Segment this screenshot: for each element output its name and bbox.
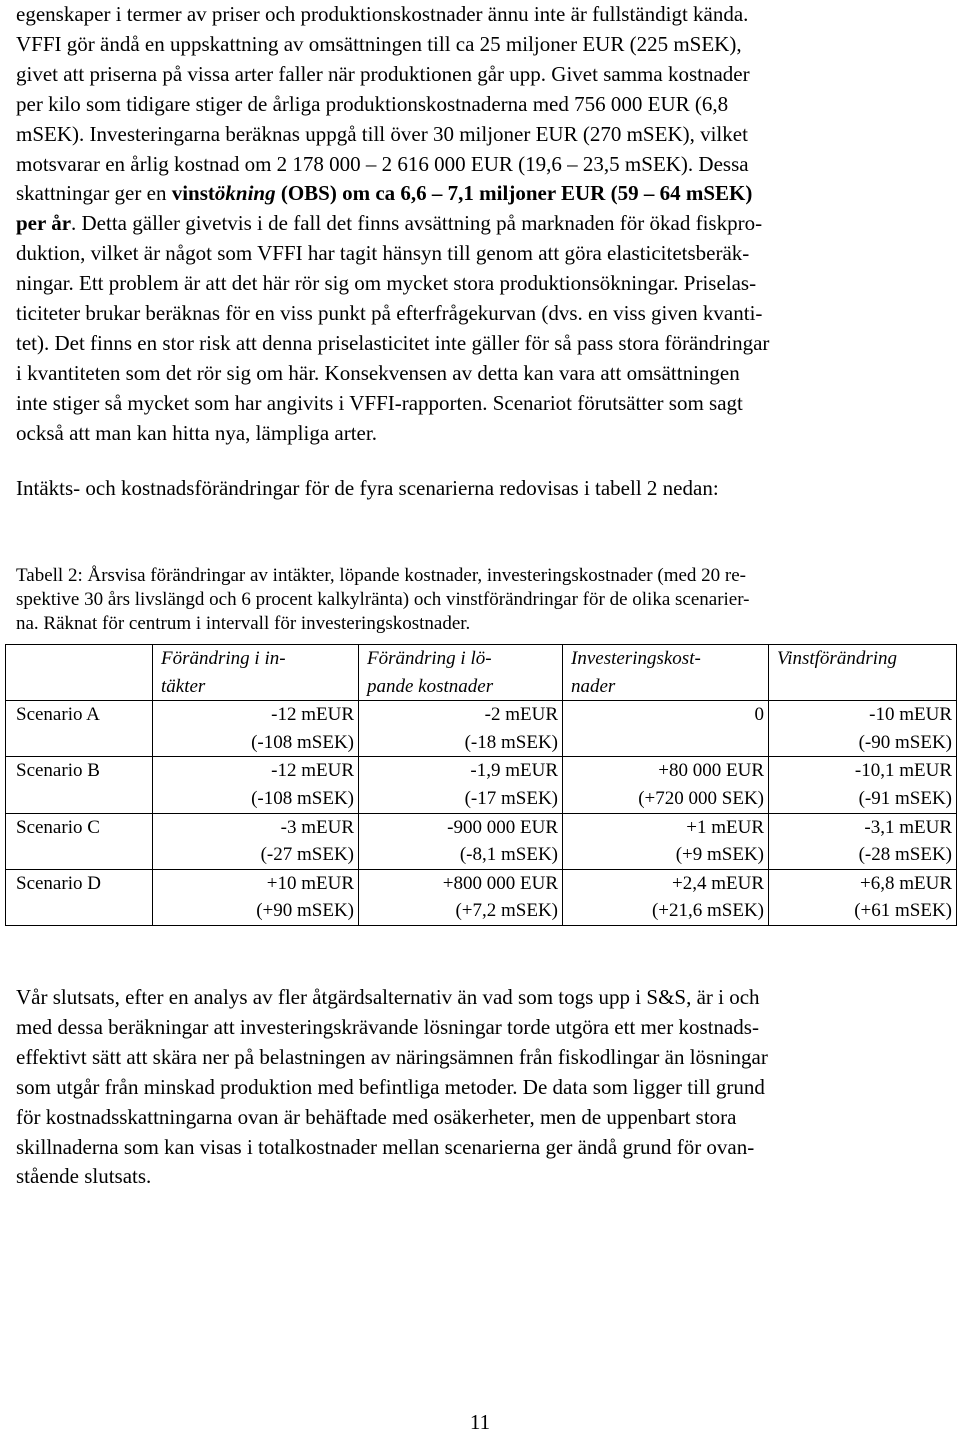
cell-value: (-8,1 mSEK)	[459, 844, 558, 866]
table-row	[6, 813, 957, 869]
row-label: Scenario D	[6, 869, 153, 925]
table-caption	[16, 564, 946, 635]
header-text: nader	[571, 675, 616, 697]
table-cell	[359, 701, 563, 757]
table-row	[6, 757, 957, 813]
header-cell-profit-change	[769, 645, 957, 701]
cell-value: (+61 mSEK)	[854, 900, 952, 922]
table-intro-text: Intäkts- och kostnadsförändringar för de fyra scenarierna redovisas i tabell 2 nedan:	[16, 476, 719, 500]
table-cell	[359, 869, 563, 925]
header-cell-empty	[6, 645, 153, 701]
row-label: Scenario B	[6, 757, 153, 813]
cell-value: (-108 mSEK)	[251, 731, 354, 753]
emphasis-part: (OBS) om ca 6,6 – 7,1 miljoner EUR (59 – 64 mSEK)	[275, 181, 753, 206]
cell-value: -900 000 EUR	[447, 816, 558, 838]
table-cell	[153, 757, 359, 813]
cell-value: -1,9 mEUR	[470, 760, 558, 782]
text-line: motsvarar en årlig kostnad om 2 178 000 – 2 616 000 EUR (19,6 – 23,5 mSEK). Dessa	[16, 151, 749, 176]
header-text: täkter	[161, 675, 206, 697]
header-text: Vinstförändring	[777, 648, 897, 669]
cell-value: (-27 mSEK)	[260, 844, 354, 866]
row-label: Scenario C	[6, 813, 153, 869]
caption-line: Tabell 2: Årsvisa förändringar av intäkter, löpande kostnader, investeringskostnader (med 20 re-	[16, 565, 746, 586]
cell-value: (-17 mSEK)	[464, 787, 558, 809]
caption-line: spektive 30 års livslängd och 6 procent kalkylränta) och vinstförändringar för de olika scenarier-	[16, 588, 750, 610]
cell-value: -10 mEUR	[869, 704, 952, 726]
text-line: som utgår från minskad produktion med befintliga metoder. De data som ligger till grund	[16, 1074, 765, 1099]
cell-value: -12 mEUR	[271, 704, 354, 726]
text-line: ningar. Ett problem är att det här rör sig om mycket stora produktionsökningar. Priselas-	[16, 271, 757, 296]
cell-value: +6,8 mEUR	[860, 872, 952, 894]
table-cell	[153, 869, 359, 925]
header-text: Investeringskost-	[571, 648, 701, 669]
text-line: per kilo som tidigare stiger de årliga produktionskostnaderna med 756 000 EUR (6,8	[16, 91, 729, 116]
text-line: ticiteter brukar beräknas för en viss punkt på efterfrågekurvan (dvs. en viss given kvanti-	[16, 301, 763, 326]
table-cell	[563, 813, 769, 869]
cell-value: (-90 mSEK)	[858, 731, 952, 753]
cell-value: 0	[754, 704, 764, 726]
text-line: duktion, vilket är något som VFFI har tagit hänsyn till genom att göra elasticitetsberäk-	[16, 241, 750, 266]
text-line: i kvantiteten som det rör sig om här. Konsekvensen av detta kan vara att omsättningen	[16, 360, 740, 385]
text-line: givet att priserna på vissa arter faller när produktionen går upp. Givet samma kostnader	[16, 61, 750, 86]
text-line: inte stiger så mycket som har angivits i VFFI-rapporten. Scenariot förutsätter som sagt	[16, 390, 743, 415]
scenario-table	[5, 644, 957, 926]
text-span: skattningar ger en	[16, 181, 172, 206]
cell-value: +2,4 mEUR	[672, 872, 764, 894]
emphasis-text: per år	[16, 211, 72, 236]
header-text: Förändring i in-	[161, 648, 286, 669]
table-cell	[153, 813, 359, 869]
paragraph-conclusion	[16, 983, 946, 1192]
table-cell	[359, 813, 563, 869]
text-line: också att man kan hitta nya, lämpliga arter.	[16, 420, 377, 445]
text-line: egenskaper i termer av priser och produktionskostnader ännu inte är fullständigt kända.	[16, 2, 749, 26]
text-line: för kostnadsskattningarna ovan är behäftade med osäkerheter, men de uppenbart stora	[16, 1104, 737, 1129]
paragraph-scenario-analysis	[16, 0, 946, 449]
cell-value: -2 mEUR	[484, 704, 558, 726]
table-cell	[769, 757, 957, 813]
cell-value: (+21,6 mSEK)	[651, 900, 764, 922]
cell-value: (+90 mSEK)	[256, 900, 354, 922]
table-header-row	[6, 645, 957, 701]
text-line	[16, 179, 946, 209]
cell-value: +800 000 EUR	[442, 872, 558, 894]
text-span: . Detta gäller givetvis i de fall det finns avsättning på marknaden för ökad fiskpro-	[71, 211, 763, 236]
table-cell	[563, 869, 769, 925]
header-cell-operating-costs	[359, 645, 563, 701]
text-line: stående slutsats.	[16, 1164, 152, 1189]
table-cell	[563, 757, 769, 813]
cell-value: (-28 mSEK)	[858, 844, 952, 866]
cell-value: -10,1 mEUR	[854, 760, 952, 782]
cell-value: (-91 mSEK)	[858, 787, 952, 809]
emphasis-italic: ökning	[214, 181, 276, 206]
table-row	[6, 701, 957, 757]
table-cell	[153, 701, 359, 757]
header-text: Förändring i lö-	[367, 648, 492, 669]
text-line: Vår slutsats, efter en analys av fler åtgärdsalternativ än vad som togs upp i S&S, är i och	[16, 985, 760, 1009]
table-cell	[563, 701, 769, 757]
text-line: med dessa beräkningar att investeringskrävande lösningar torde utgöra ett mer kostnads-	[16, 1014, 759, 1039]
table-cell	[769, 701, 957, 757]
header-text: pande kostnader	[367, 675, 494, 697]
text-line	[16, 209, 946, 239]
cell-value: -3,1 mEUR	[864, 816, 952, 838]
text-line: tet). Det finns en stor risk att denna priselasticitet inte gäller för så pass stora förändringar	[16, 330, 770, 355]
cell-value: (+9 mSEK)	[675, 844, 764, 866]
page-number: 11	[469, 1410, 491, 1434]
table-cell	[359, 757, 563, 813]
cell-value: -12 mEUR	[271, 760, 354, 782]
caption-line: na. Räknat för centrum i intervall för investeringskostnader.	[16, 612, 471, 634]
table-cell	[769, 813, 957, 869]
emphasis-text	[172, 181, 753, 205]
header-cell-investment-costs	[563, 645, 769, 701]
cell-value: +1 mEUR	[686, 816, 764, 838]
text-line: mSEK). Investeringarna beräknas uppgå till över 30 miljoner EUR (270 mSEK), vilket	[16, 121, 748, 146]
row-label: Scenario A	[6, 701, 153, 757]
cell-value: (+7,2 mSEK)	[455, 900, 558, 922]
table-cell	[769, 869, 957, 925]
text-line: VFFI gör ändå en uppskattning av omsättningen till ca 25 miljoner EUR (225 mSEK),	[16, 31, 742, 56]
cell-value: (+720 000 SEK)	[638, 787, 764, 809]
cell-value: -3 mEUR	[280, 816, 354, 838]
text-line: skillnaderna som kan visas i totalkostnader mellan scenarierna ger ändå grund för ovan-	[16, 1134, 755, 1159]
cell-value: (-18 mSEK)	[464, 731, 558, 753]
text-line: effektivt sätt att skära ner på belastningen av näringsämnen från fiskodlingar än lösningar	[16, 1044, 768, 1069]
cell-value: +80 000 EUR	[658, 760, 764, 782]
cell-value: (-108 mSEK)	[251, 787, 354, 809]
cell-value: +10 mEUR	[266, 872, 354, 894]
emphasis-part: vinst	[171, 181, 215, 206]
table-row	[6, 869, 957, 925]
header-cell-revenue	[153, 645, 359, 701]
